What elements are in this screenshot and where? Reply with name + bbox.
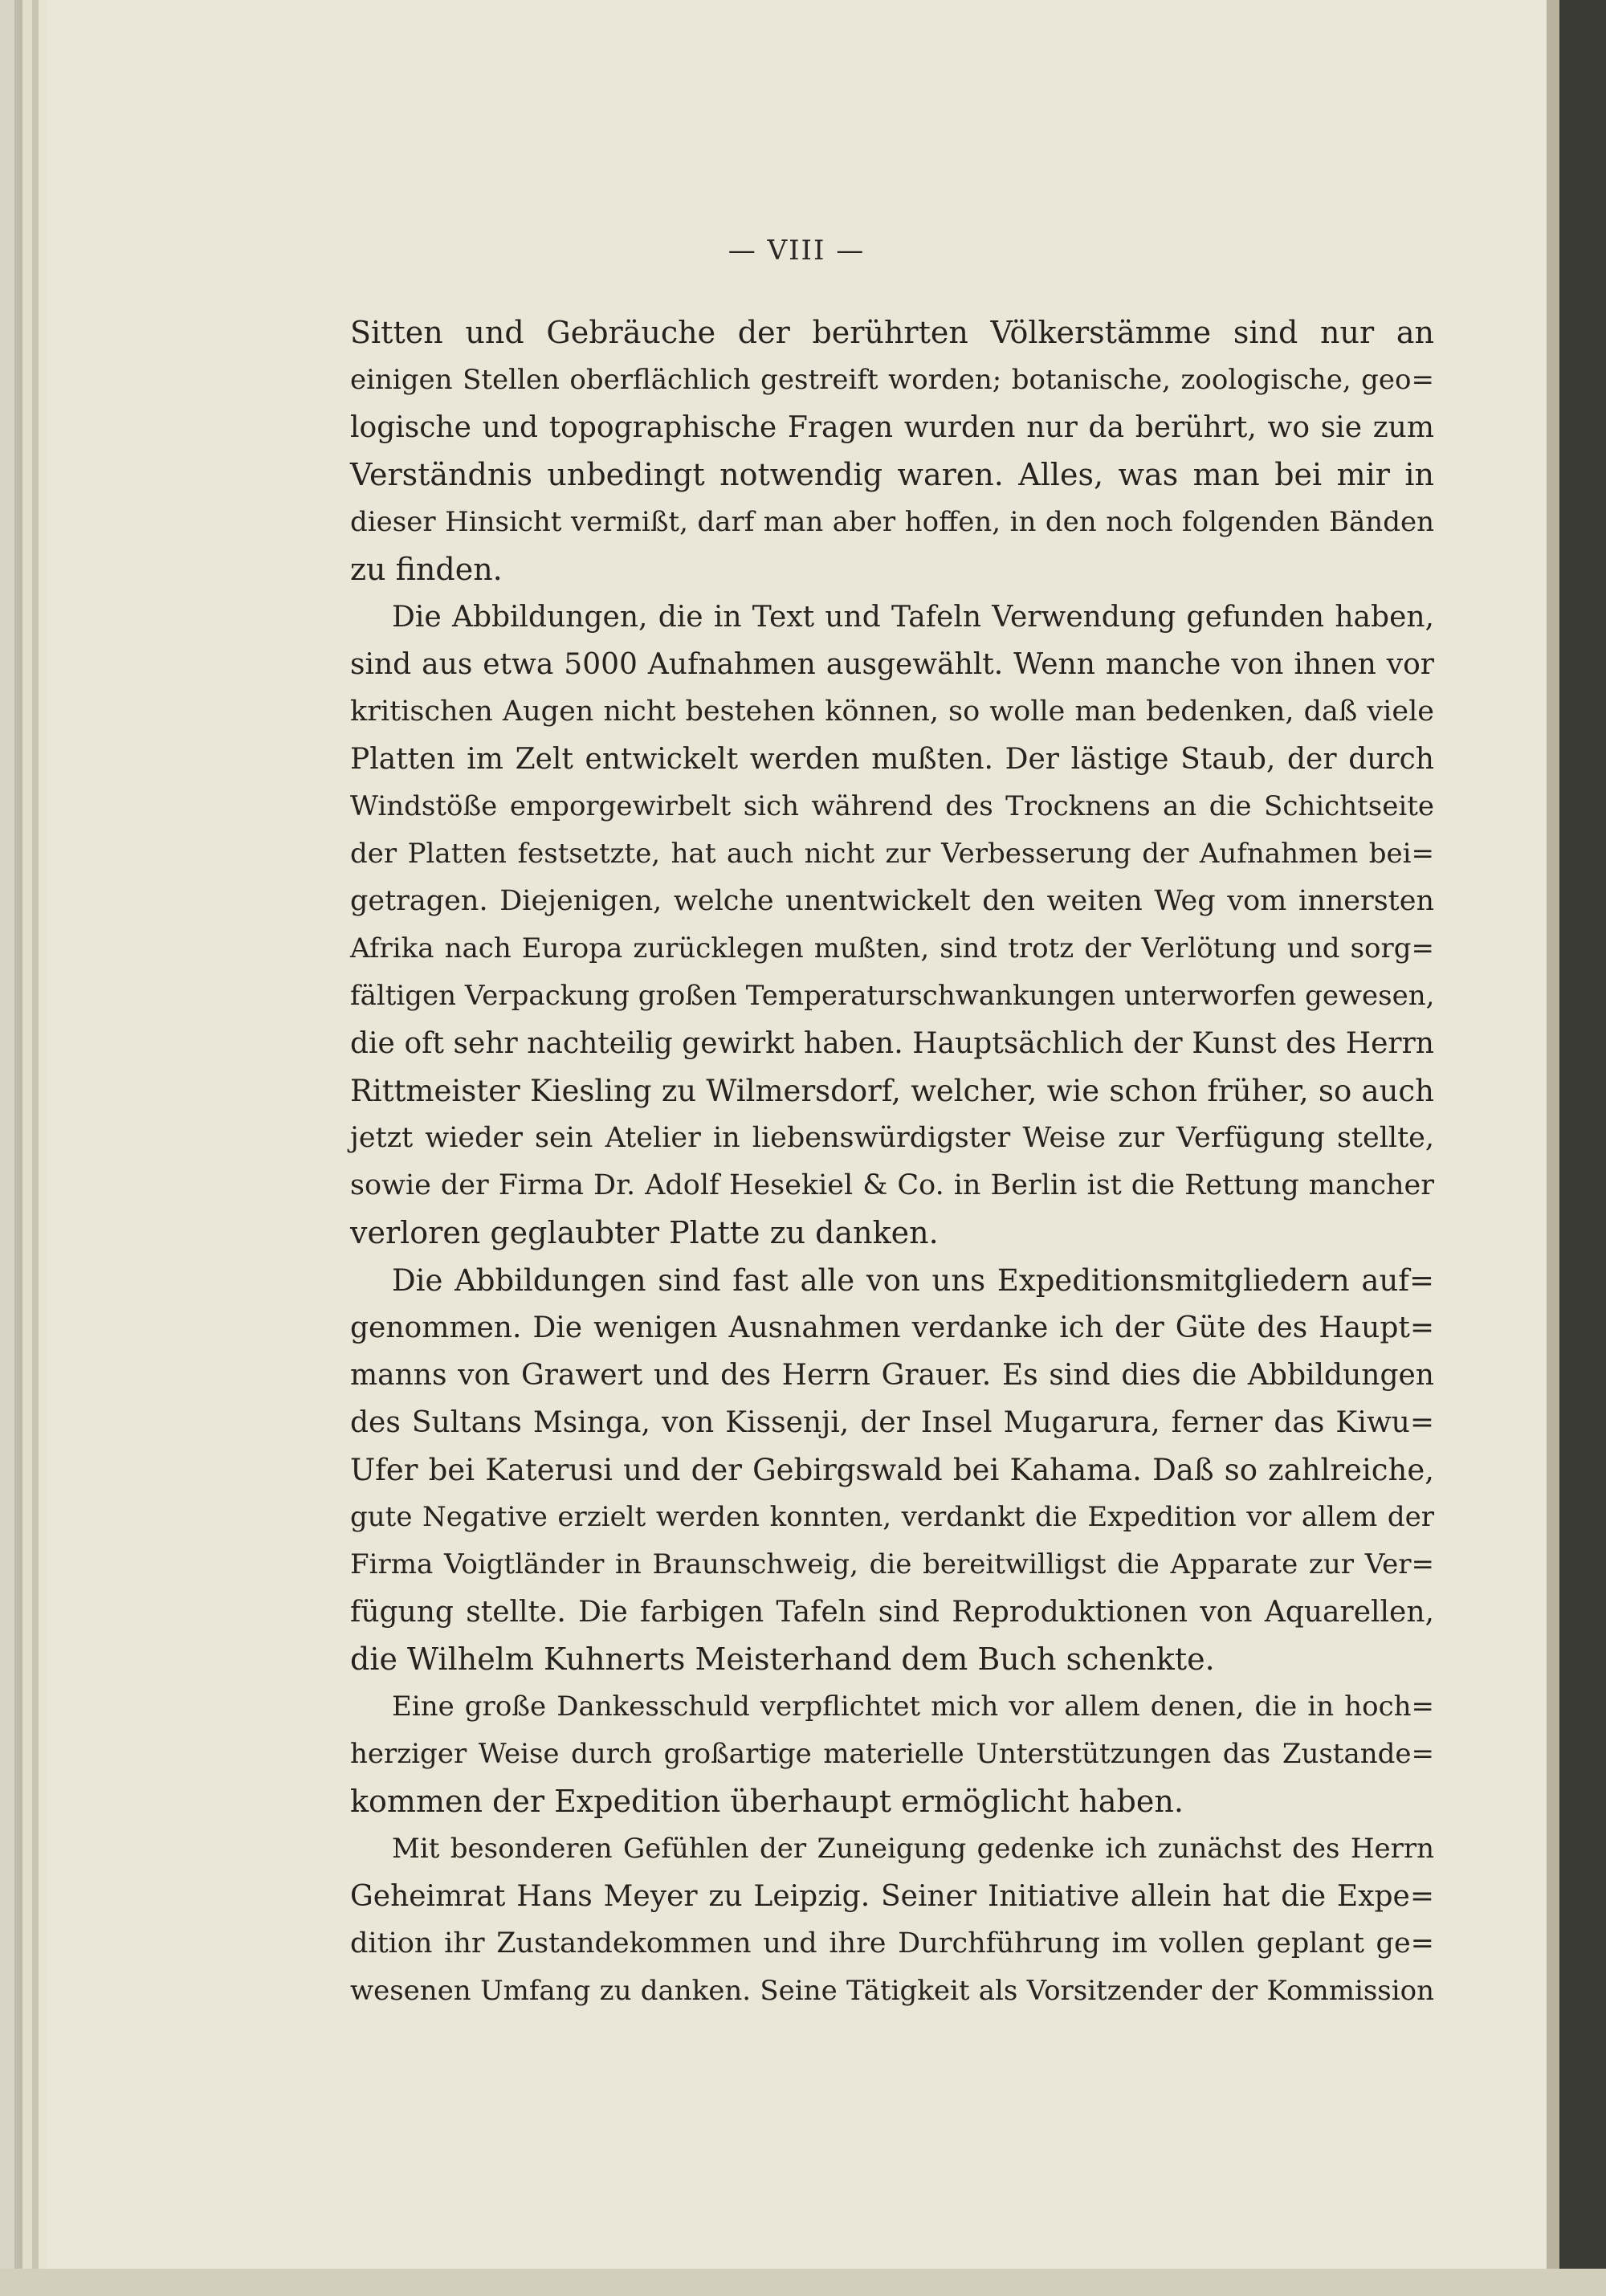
page-edge — [22, 0, 32, 2296]
text-line: Ufer bei Katerusi und der Gebirgswald bei Kahama. Daß so zahlreiche, — [350, 1453, 1434, 1487]
text-line: Windstöße emporgewirbelt sich während des Trocknens an die Schichtseite — [350, 790, 1434, 822]
text-line: getragen. Diejenigen, welche unentwickelt den weiten Weg vom innersten — [350, 885, 1434, 917]
text-line: verloren geglaubter Platte zu danken. — [350, 1215, 939, 1250]
page-number: — VIII — — [728, 234, 866, 267]
text-line: herziger Weise durch großartige materielle Unterstützungen das Zustande= — [350, 1738, 1434, 1770]
text-line: gute Negative erzielt werden konnten, verdankt die Expedition vor allem der — [350, 1501, 1434, 1533]
page-edge — [39, 0, 47, 2296]
book-page — [47, 0, 1547, 2269]
text-line: fügung stellte. Die farbigen Tafeln sind Reproduktionen von Aquarellen, — [350, 1596, 1434, 1629]
text-line: wesenen Umfang zu danken. Seine Tätigkeit als Vorsitzender der Kommission — [350, 1975, 1434, 2007]
text-line: Afrika nach Europa zurücklegen mußten, sind trotz der Verlötung und sorg= — [350, 932, 1434, 964]
text-line: die oft sehr nachteilig gewirkt haben. Hauptsächlich der Kunst des Herrn — [350, 1027, 1434, 1060]
text-line: Firma Voigtländer in Braunschweig, die bereitwilligst die Apparate zur Ver= — [350, 1548, 1434, 1580]
text-line: dition ihr Zustandekommen und ihre Durchführung im vollen geplant ge= — [350, 1927, 1434, 1960]
page-edge-right — [1547, 0, 1559, 2296]
page-edge — [14, 0, 22, 2296]
text-line: Platten im Zelt entwickelt werden mußten. Der lästige Staub, der durch — [350, 743, 1434, 776]
text-line: Mit besonderen Gefühlen der Zuneigung gedenke ich zunächst des Herrn — [392, 1833, 1434, 1865]
text-line: jetzt wieder sein Atelier in liebenswürdigster Weise zur Verfügung stellte, — [350, 1122, 1434, 1154]
bottom-page-edge — [0, 2269, 1606, 2296]
text-line: kritischen Augen nicht bestehen können, so wolle man bedenken, daß viele — [350, 695, 1434, 728]
text-line: genommen. Die wenigen Ausnahmen verdanke ich der Güte des Haupt= — [350, 1311, 1434, 1344]
text-line: Die Abbildungen, die in Text und Tafeln Verwendung gefunden haben, — [392, 601, 1434, 634]
text-line: logische und topographische Fragen wurden nur da berührt, wo sie zum — [350, 411, 1434, 444]
text-line: dieser Hinsicht vermißt, darf man aber hoffen, in den noch folgenden Bänden — [350, 506, 1434, 538]
text-line: zu finden. — [350, 552, 503, 587]
text-line: einigen Stellen oberflächlich gestreift worden; botanische, zoologische, geo= — [350, 364, 1434, 396]
text-line: kommen der Expedition überhaupt ermöglicht haben. — [350, 1784, 1184, 1819]
text-line: sind aus etwa 5000 Aufnahmen ausgewählt. Wenn manche von ihnen vor — [350, 648, 1434, 681]
page-edge — [32, 0, 39, 2296]
text-line: manns von Grawert und des Herrn Grauer. Es sind dies die Abbildungen — [350, 1359, 1434, 1392]
text-line: Sitten und Gebräuche der berührten Völkerstämme sind nur an — [350, 315, 1434, 350]
text-line: Rittmeister Kiesling zu Wilmersdorf, welcher, wie schon früher, so auch — [350, 1074, 1434, 1108]
text-line: der Platten festsetzte, hat auch nicht zur Verbesserung der Aufnahmen bei= — [350, 838, 1434, 870]
book-cover-edge — [1559, 0, 1606, 2296]
text-line: fältigen Verpackung großen Temperaturschwankungen unterworfen gewesen, — [350, 980, 1435, 1012]
page-edge — [0, 0, 14, 2296]
text-line: die Wilhelm Kuhnerts Meisterhand dem Buch schenkte. — [350, 1641, 1215, 1677]
text-line: Verständnis unbedingt notwendig waren. Alles, was man bei mir in — [350, 457, 1434, 492]
text-line: sowie der Firma Dr. Adolf Hesekiel & Co. in Berlin ist die Rettung mancher — [350, 1169, 1434, 1201]
text-line: des Sultans Msinga, von Kissenji, der Insel Mugarura, ferner das Kiwu= — [350, 1406, 1434, 1439]
text-line: Eine große Dankesschuld verpflichtet mich vor allem denen, die in hoch= — [392, 1690, 1434, 1723]
body-text — [350, 309, 1434, 2015]
text-line: Die Abbildungen sind fast alle von uns Expeditionsmitgliedern auf= — [392, 1263, 1434, 1298]
text-line: Geheimrat Hans Meyer zu Leipzig. Seiner Initiative allein hat die Expe= — [350, 1880, 1434, 1913]
